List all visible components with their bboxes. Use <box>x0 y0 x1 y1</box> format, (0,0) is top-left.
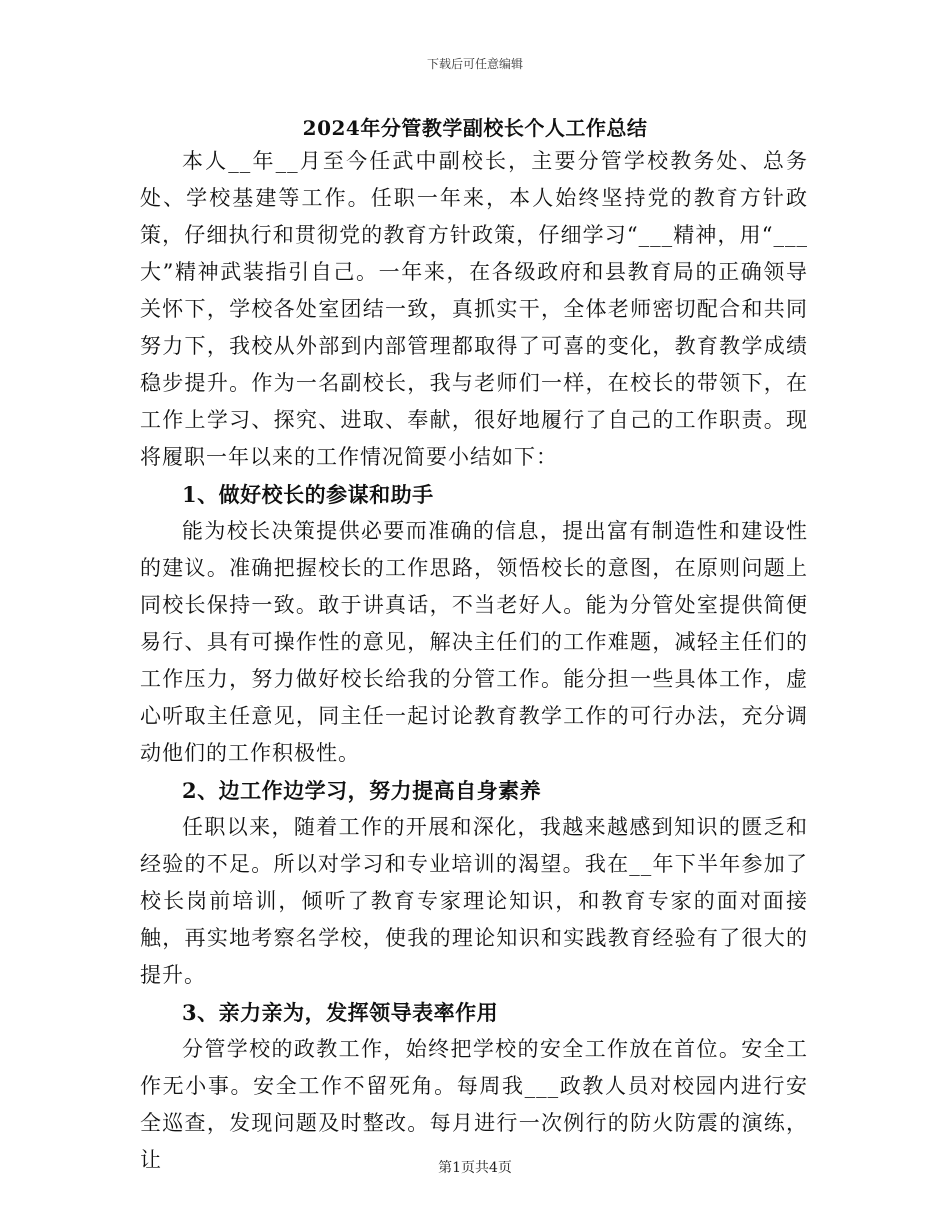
header-note: 下载后可任意编辑 <box>426 57 523 71</box>
section-1-paragraph: 能为校长决策提供必要而准确的信息，提出富有制造性和建设性的建议。准确把握校长的工作思路，领悟校长的意图，在原则问题上同校长保持一致。敢于讲真话，不当老好人。能为分管处室提供简便易行、具有可操作性的意见，解决主任们的工作难题，减轻主任们的工作压力，努力做好校长给我的分管工作。能分担一些具体工作，虚心听取主任意见，同主任一起讨论教育教学工作的可行办法，充分调动他们的工作积极性。 <box>140 519 808 765</box>
section-2-paragraph: 任职以来，随着工作的开展和深化，我越来越感到知识的匮乏和经验的不足。所以对学习和专业培训的渴望。我在__年下半年参加了校长岗前培训，倾听了教育专家理论知识，和教育专家的面对面接触，再实地考察名学校，使我的理论知识和实践教育经验有了很大的提升。 <box>140 815 808 987</box>
section-heading-3: 3、亲力亲为，发挥领导表率作用 <box>182 1000 499 1025</box>
section-3-paragraph: 分管学校的政教工作，始终把学校的安全工作放在首位。安全工作无小事。安全工作不留死角。每周我___政教人员对校园内进行安全巡查，发现问题及时整改。每月进行一次例行的防火防震的演练，让 <box>140 1037 808 1172</box>
intro-paragraph: 本人__年__月至今任武中副校长，主要分管学校教务处、总务处、学校基建等工作。任职一年来，本人始终坚持党的教育方针政策，仔细执行和贯彻党的教育方针政策，仔细学习“___精神，用“___大”精神武装指引自己。一年来，在各级政府和县教育局的正确领导关怀下，学校各处室团结一致，真抓实干，全体老师密切配合和共同努力下，我校从外部到内部管理都取得了可喜的变化，教育教学成绩稳步提升。作为一名副校长，我与老师们一样，在校长的带领下，在工作上学习、探究、进取、奉献，很好地履行了自己的工作职责。现将履职一年以来的工作情况简要小结如下： <box>140 149 808 469</box>
document-body <box>140 143 808 1179</box>
section-heading-2: 2、边工作边学习，努力提高自身素养 <box>182 778 542 803</box>
document-title: 2024年分管教学副校长个人工作总结 <box>302 116 648 140</box>
page-number-footer: 第1页共4页 <box>438 1160 512 1176</box>
section-heading-1: 1、做好校长的参谋和助手 <box>182 482 434 507</box>
